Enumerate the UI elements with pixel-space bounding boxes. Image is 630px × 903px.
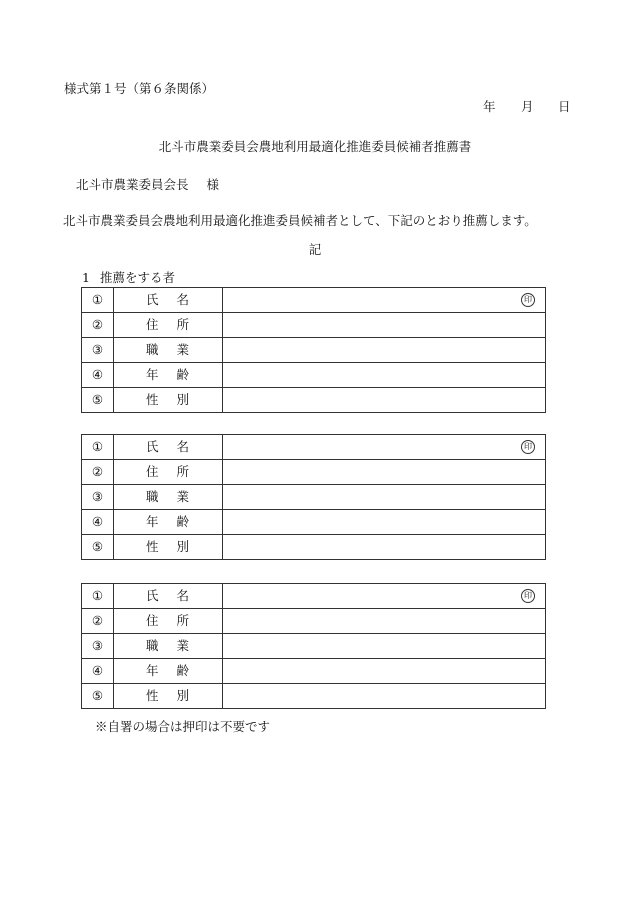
row-number: ⑤ (82, 684, 114, 709)
table-row (82, 288, 546, 313)
occupation-field[interactable] (223, 485, 546, 510)
row-number: ① (82, 288, 114, 313)
table-row (82, 460, 546, 485)
row-label (146, 659, 189, 683)
row-label (146, 609, 189, 633)
row-label-cell (114, 388, 223, 413)
row-label-part: 所 (176, 613, 189, 628)
table-row (82, 684, 546, 709)
recommender-table-2 (81, 434, 546, 560)
row-label-cell (114, 584, 223, 609)
row-number: ④ (82, 363, 114, 388)
row-number: ③ (82, 338, 114, 363)
table-row (82, 388, 546, 413)
age-field[interactable] (223, 363, 546, 388)
address-field[interactable] (223, 313, 546, 338)
row-label-part: 別 (176, 539, 189, 554)
row-label-part: 所 (176, 464, 189, 479)
row-label-part: 名 (176, 439, 189, 454)
row-label-part: 名 (176, 588, 189, 603)
date-day-label: 日 (558, 99, 571, 114)
row-label-part: 年 (146, 367, 159, 382)
gender-field[interactable] (223, 388, 546, 413)
addressee-name: 北斗市農業委員会長 (76, 177, 189, 192)
row-number: ⑤ (82, 388, 114, 413)
date-month-label: 月 (521, 99, 534, 114)
row-label-cell (114, 338, 223, 363)
row-number: ② (82, 313, 114, 338)
row-number: ① (82, 584, 114, 609)
row-label-part: 齢 (176, 514, 189, 529)
table-row (82, 435, 546, 460)
section-heading (82, 268, 175, 286)
section-number: 1 (82, 270, 90, 285)
footnote: ※自署の場合は押印は不要です (95, 719, 271, 734)
row-label-cell (114, 460, 223, 485)
row-label-cell (114, 363, 223, 388)
row-number: ② (82, 460, 114, 485)
row-label-cell (114, 435, 223, 460)
occupation-field[interactable] (223, 634, 546, 659)
address-field[interactable] (223, 609, 546, 634)
row-label (146, 338, 189, 362)
row-number: ④ (82, 659, 114, 684)
table-row (82, 659, 546, 684)
row-number: ③ (82, 485, 114, 510)
addressee-honorific: 様 (206, 177, 220, 192)
name-field[interactable] (223, 288, 546, 313)
table-row (82, 584, 546, 609)
table-row (82, 338, 546, 363)
age-field[interactable] (223, 659, 546, 684)
row-label (146, 363, 189, 387)
row-label-part: 職 (146, 489, 159, 504)
table-row (82, 535, 546, 560)
recommender-table-3 (81, 583, 546, 709)
row-label-part: 職 (146, 342, 159, 357)
table-row (82, 510, 546, 535)
row-label-part: 年 (146, 514, 159, 529)
document-title: 北斗市農業委員会農地利用最適化推進委員候補者推薦書 (158, 139, 472, 154)
ki-heading: 記 (308, 242, 322, 257)
row-label (146, 435, 189, 459)
row-number: ④ (82, 510, 114, 535)
table-row (82, 609, 546, 634)
seal-mark-icon: 印 (521, 589, 535, 603)
row-label-part: 性 (146, 392, 159, 407)
table-row (82, 313, 546, 338)
row-label-part: 氏 (146, 588, 159, 603)
table-row (82, 485, 546, 510)
row-label-part: 名 (176, 292, 189, 307)
table-row (82, 634, 546, 659)
row-label-cell (114, 609, 223, 634)
occupation-field[interactable] (223, 338, 546, 363)
row-label-part: 別 (176, 392, 189, 407)
address-field[interactable] (223, 460, 546, 485)
row-label (146, 684, 189, 708)
row-number: ② (82, 609, 114, 634)
row-label-cell (114, 313, 223, 338)
row-label-part: 齢 (176, 367, 189, 382)
row-label-cell (114, 535, 223, 560)
section-title: 推薦をする者 (100, 270, 176, 285)
row-label-part: 職 (146, 638, 159, 653)
row-label (146, 460, 189, 484)
name-field[interactable] (223, 584, 546, 609)
row-label-cell (114, 684, 223, 709)
row-label-part: 住 (146, 317, 159, 332)
seal-mark-icon: 印 (521, 293, 535, 307)
row-label-part: 住 (146, 613, 159, 628)
row-label-part: 業 (176, 638, 189, 653)
row-label-part: 齢 (176, 663, 189, 678)
name-field[interactable] (223, 435, 546, 460)
row-label (146, 388, 189, 412)
row-label-cell (114, 510, 223, 535)
row-label-part: 住 (146, 464, 159, 479)
row-label (146, 313, 189, 337)
row-label-cell (114, 485, 223, 510)
row-number: ① (82, 435, 114, 460)
row-label (146, 288, 189, 312)
age-field[interactable] (223, 510, 546, 535)
row-label-cell (114, 288, 223, 313)
row-number: ③ (82, 634, 114, 659)
row-label-part: 年 (146, 663, 159, 678)
form-number-label: 様式第１号（第６条関係） (64, 81, 215, 96)
row-label-part: 業 (176, 342, 189, 357)
table-row (82, 363, 546, 388)
row-label-cell (114, 634, 223, 659)
row-label-part: 性 (146, 539, 159, 554)
row-label (146, 634, 189, 658)
gender-field[interactable] (223, 535, 546, 560)
gender-field[interactable] (223, 684, 546, 709)
row-number: ⑤ (82, 535, 114, 560)
row-label (146, 510, 189, 534)
row-label-part: 氏 (146, 439, 159, 454)
addressee (76, 175, 219, 193)
row-label (146, 485, 189, 509)
date-year-label: 年 (483, 99, 496, 114)
row-label-part: 所 (176, 317, 189, 332)
row-label-part: 業 (176, 489, 189, 504)
row-label (146, 535, 189, 559)
recommender-table-1 (81, 287, 546, 413)
seal-mark-icon: 印 (521, 440, 535, 454)
body-text: 北斗市農業委員会農地利用最適化推進委員候補者として、下記のとおり推薦します。 (63, 213, 537, 228)
row-label (146, 584, 189, 608)
row-label-part: 性 (146, 688, 159, 703)
row-label-part: 別 (176, 688, 189, 703)
row-label-part: 氏 (146, 292, 159, 307)
row-label-cell (114, 659, 223, 684)
